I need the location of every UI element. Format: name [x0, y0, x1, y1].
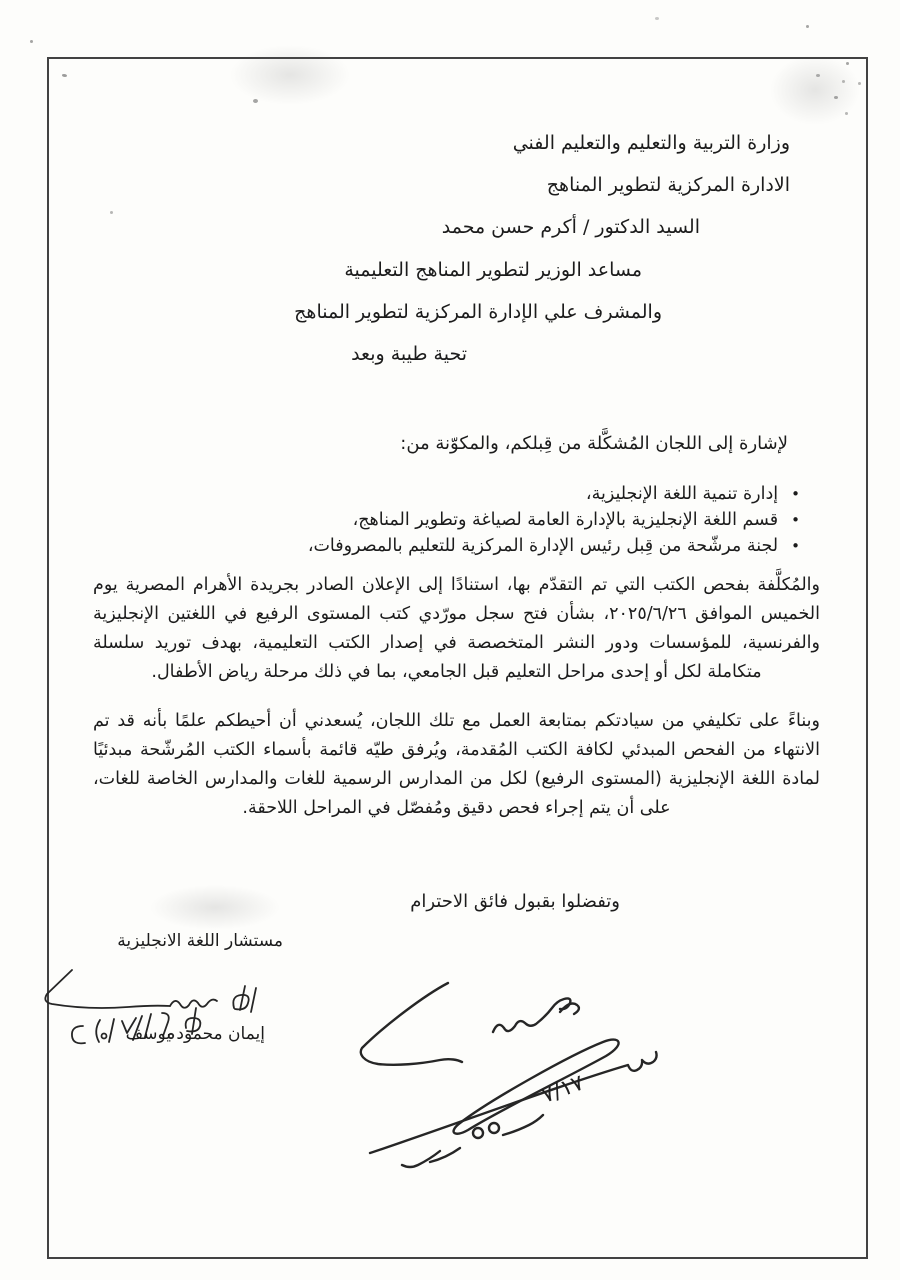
signer-name: إيمان محمود يوسف [125, 1024, 265, 1044]
recipient-name-line: السيد الدكتور / أكرم حسن محمد [441, 216, 700, 238]
scan-speck [62, 74, 67, 77]
bullet-icon: • [791, 537, 800, 555]
scan-speck [655, 17, 659, 20]
greeting-line: تحية طيبة وبعد [351, 343, 467, 365]
scan-speck [30, 40, 33, 43]
bullet-icon: • [791, 511, 800, 529]
scan-smudge [150, 885, 280, 930]
closing-line: وتفضلوا بقبول فائق الاحترام [410, 891, 620, 912]
recipient-title-line-2: والمشرف علي الإدارة المركزية لتطوير المناهج [294, 301, 662, 323]
scan-smudge [770, 55, 860, 125]
scan-smudge [230, 45, 350, 105]
committee-list [308, 481, 800, 559]
scan-speck [806, 25, 809, 28]
scan-speck [110, 211, 113, 214]
body-paragraph-2: وبناءً على تكليفي من سيادتكم بمتابعة العمل مع تلك اللجان، يُسعدني أن أحيطكم علمًا بأنه قد تم الانتهاء من الفحص المبدئي لكافة الكتب المُقدمة، ويُرفق طيّه قائمة بأسماء الكتب المُرشّحة مبدئيًا لمادة اللغة الإنجليزية (المستوى الرفيع) لكل من المدارس الرسمية للغات والمدارس الخاصة للغات، على أن يتم إجراء فحص دقيق ومُفصّل في المراحل اللاحقة. [93, 711, 820, 818]
consultant-signature-icon [38, 952, 298, 1062]
bullet-icon: • [791, 485, 800, 503]
list-item [308, 533, 800, 559]
ministry-line: وزارة التربية والتعليم والتعليم الفني [512, 132, 790, 154]
committee-item-label: إدارة تنمية اللغة الإنجليزية، [585, 484, 779, 504]
list-item [308, 507, 800, 533]
committee-item-label: قسم اللغة الإنجليزية بالإدارة العامة لصياغة وتطوير المناهج، [352, 510, 779, 530]
committee-item-label: لجنة مرشّحة من قِبل رئيس الإدارة المركزية للتعليم بالمصروفات، [307, 536, 779, 556]
signature-date-note: ٧/١٧ [538, 1070, 588, 1109]
administration-line: الادارة المركزية لتطوير المناهج [546, 174, 790, 196]
intro-line: لإشارة إلى اللجان المُشكَّلة من قِبلكم، والمكوّنة من: [400, 433, 788, 454]
list-item [308, 481, 800, 507]
signer-title: مستشار اللغة الانجليزية [117, 931, 283, 951]
main-signature-icon [330, 970, 675, 1185]
recipient-title-line-1: مساعد الوزير لتطوير المناهج التعليمية [344, 259, 642, 281]
body-paragraph-1: والمُكلَّفة بفحص الكتب التي تم التقدّم بها، استنادًا إلى الإعلان الصادر بجريدة الأهرام المصرية يوم الخميس الموافق ٢٠٢٥/٦/٢٦، بشأن فتح سجل مورّدي كتب المستوى الرفيع في اللغتين الإنجليزية والفرنسية، للمؤسسات ودور النشر المتخصصة في إصدار الكتب التعليمية، بهدف توريد سلسلة متكاملة لكل أو إحدى مراحل التعليم قبل الجامعي، بما في ذلك مرحلة رياض الأطفال. [93, 575, 820, 682]
